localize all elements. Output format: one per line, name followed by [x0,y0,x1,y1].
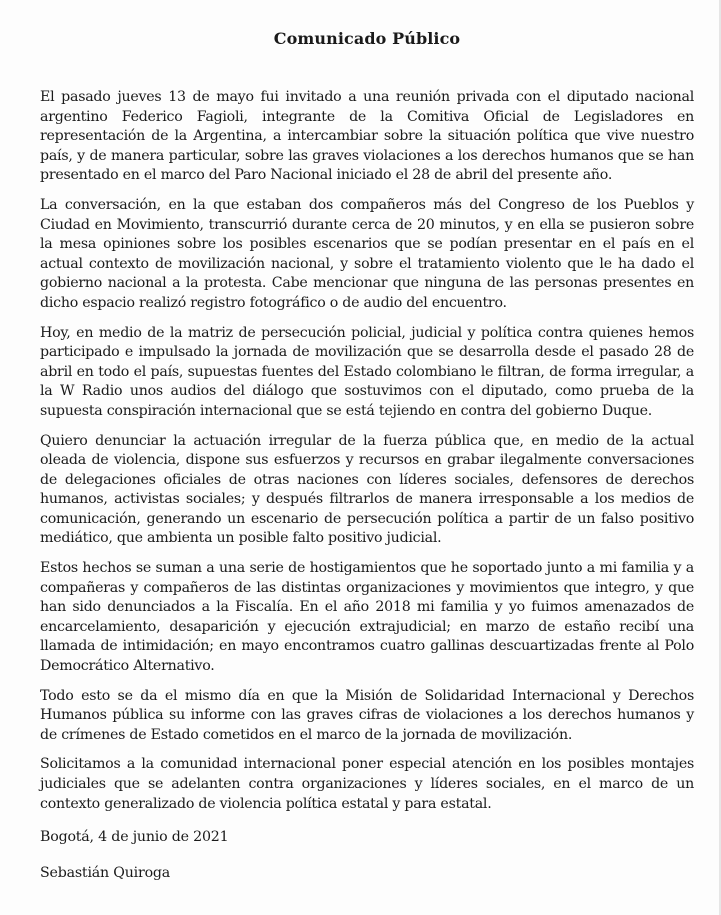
paragraph-2: La conversación, en la que estaban dos compañeros más del Congreso de los Pueblos y Ciudad en Movimiento, transcurrió durante cerca de 20 minutos, y en ella se pusieron sobre la mesa opiniones sobre los posibles escenarios que se podían presentar en el país en el actual contexto de movilización nacional, y sobre el tratamiento violento que le ha dado el gobierno nacional a la protesta. Cabe mencionar que ninguna de las personas presentes en dicho espacio realizó registro fotográfico o de audio del encuentro. [40,196,694,311]
paragraph-7: Solicitamos a la comunidad internacional poner especial atención en los posibles montajes judiciales que se adelanten contra organizaciones y líderes sociales, en el marco de un contexto generalizado de violencia política estatal y para estatal. [40,756,694,812]
signature-name: Sebastián Quiroga [40,864,171,881]
place-date: Bogotá, 4 de junio de 2021 [40,829,229,846]
document-content [40,28,694,883]
paragraph-5: Estos hechos se suman a una serie de hostigamientos que he soportado junto a mi familia y a compañeras y compañeros de las distintas organizaciones y movimientos que integro, y que han sido denunciados a la Fiscalía. En el año 2018 mi familia y yo fuimos amenazados de encarcelamiento, desaparición y ejecución extrajudicial; en marzo de estaño recibí una llamada de intimidación; en mayo encontramos cuatro gallinas descuartizadas frente al Polo Democrático Alternativo. [40,560,694,675]
paragraph-4: Quiero denunciar la actuación irregular de la fuerza pública que, en medio de la actual oleada de violencia, dispone sus esfuerzos y recursos en grabar ilegalmente conversaciones de delegaciones oficiales de otras naciones con líderes sociales, defensores de derechos humanos, activistas sociales; y después filtrarlos de manera irresponsable a los medios de comunicación, generando un escenario de persecución política a partir de un falso positivo mediático, que ambienta un posible falto positivo judicial. [40,432,694,547]
paragraph-6: Todo esto se da el mismo día en que la Misión de Solidaridad Internacional y Derechos Humanos pública su informe con las graves cifras de violaciones a los derechos humanos y de crímenes de Estado cometidos en el marco de la jornada de movilización. [40,687,694,743]
document-title: Comunicado Público [273,29,461,48]
paragraph-3: Hoy, en medio de la matriz de persecución policial, judicial y política contra quienes hemos participado e impulsado la jornada de movilización que se desarrolla desde el pasado 28 de abril en todo el país, supuestas fuentes del Estado colombiano le filtran, de forma irregular, a la W Radio unos audios del diálogo que sostuvimos con el diputado, como prueba de la supuesta conspiración internacional que se está tejiendo en contra del gobierno Duque. [40,324,694,419]
paragraph-1: El pasado jueves 13 de mayo fui invitado a una reunión privada con el diputado nacional argentino Federico Fagioli, integrante de la Comitiva Oficial de Legisladores en representación de la Argentina, a intercambiar sobre la situación política que vive nuestro país, y de manera particular, sobre las graves violaciones a los derechos humanos que se han presentado en el marco del Paro Nacional iniciado el 28 de abril del presente año. [40,89,694,184]
